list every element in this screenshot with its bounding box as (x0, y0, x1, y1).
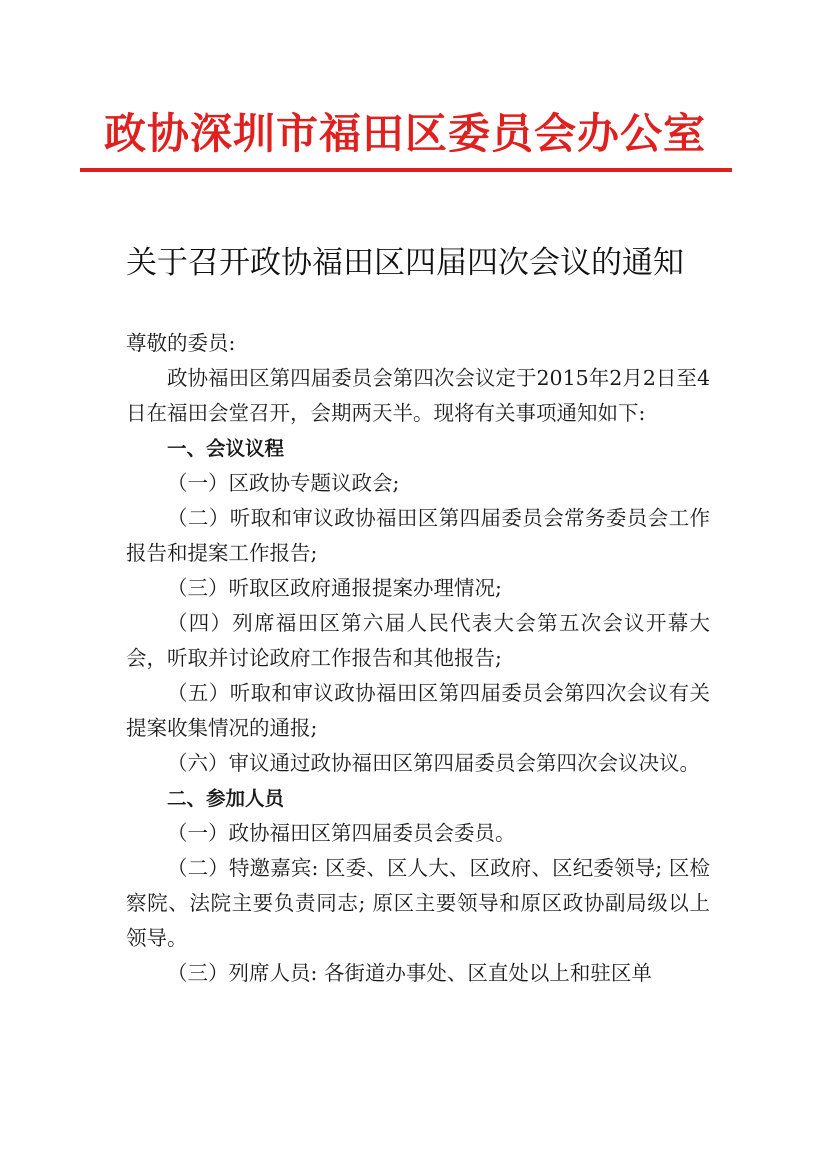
notice-title: 关于召开政协福田区四届四次会议的通知 (126, 245, 684, 281)
letterhead-title: 政协深圳市福田区委员会办公室 (103, 109, 706, 158)
agenda-item: （五）听取和审议政协福田区第四届委员会第四次会议有关提案收集情况的通报; (126, 681, 710, 740)
agenda-item: （三）听取区政府通报提案办理情况; (167, 576, 502, 600)
agenda-item: （六）审议通过政协福田区第四届委员会第四次会议决议。 (167, 751, 700, 775)
intro-paragraph: 政协福田区第四届委员会第四次会议定于2015年2月2日至4日在福田会堂召开，会期两天半。现将有关事项通知如下: (126, 366, 710, 425)
agenda-item: （四）列席福田区第六届人民代表大会第五次会议开幕大会，听取并讨论政府工作报告和其他报告; (126, 611, 710, 670)
participant-item: （一）政协福田区第四届委员会委员。 (167, 821, 516, 845)
salutation: 尊敬的委员: (126, 331, 236, 355)
participant-item: （二）特邀嘉宾: 区委、区人大、区政府、区纪委领导; 区检察院、法院主要负责同志; 原区主要领导和原区政协副局级以上领导。 (126, 856, 710, 950)
agenda-item: （二）听取和审议政协福田区第四届委员会常务委员会工作报告和提案工作报告; (126, 506, 710, 565)
agenda-item: （一）区政协专题议政会; (167, 471, 400, 495)
letterhead-red-rule (80, 168, 732, 172)
participant-item: （三）列席人员: 各街道办事处、区直处以上和驻区单 (167, 961, 652, 985)
notice-body (126, 326, 710, 991)
section-heading-agenda: 一、会议议程 (167, 437, 285, 460)
section-heading-participants: 二、参加人员 (167, 787, 285, 810)
